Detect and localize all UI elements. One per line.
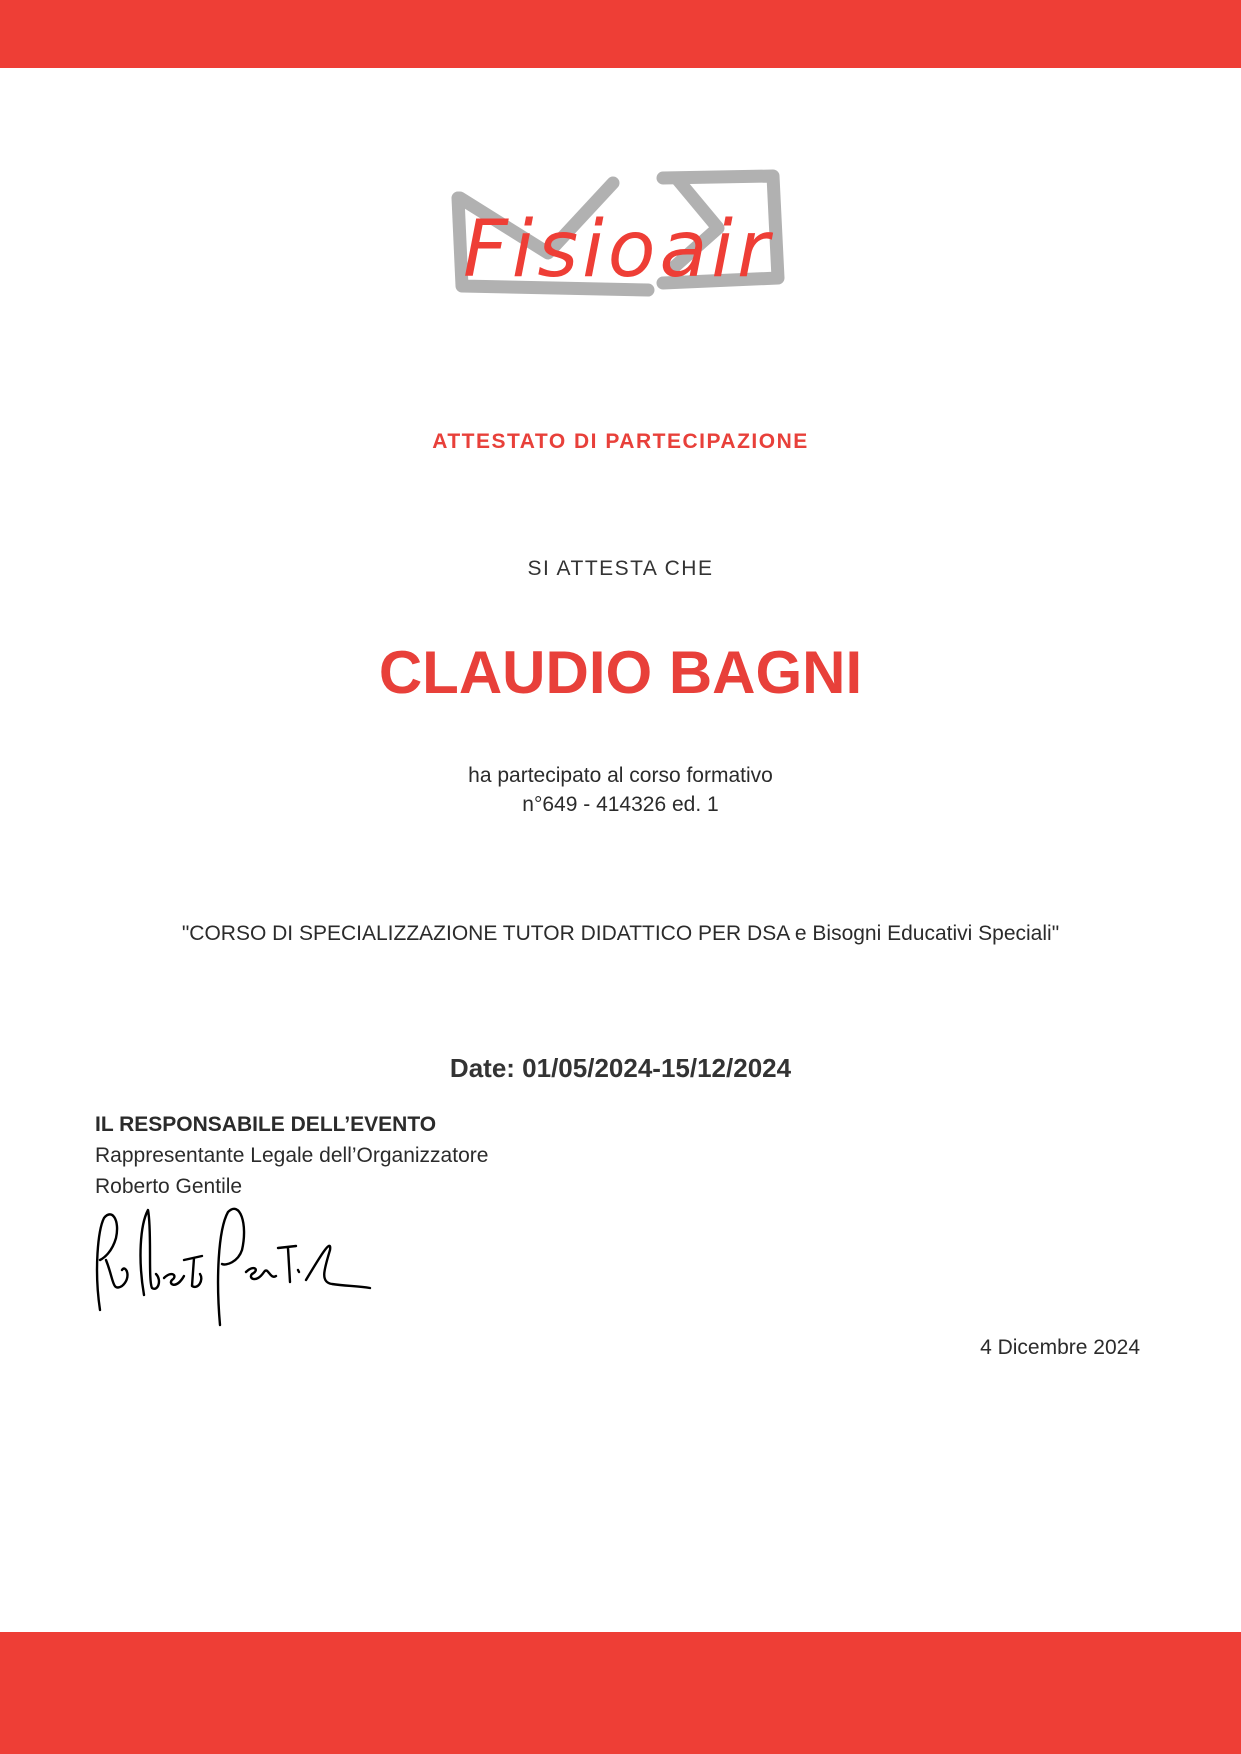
course-dates: Date: 01/05/2024-15/12/2024 — [449, 1053, 792, 1083]
certificate-title: ATTESTATO DI PARTECIPAZIONE — [432, 430, 809, 453]
top-red-band — [0, 0, 1241, 68]
handwritten-signature — [92, 1200, 372, 1330]
logo-text: Fisioair — [462, 205, 774, 295]
intro-text: SI ATTESTA CHE — [527, 557, 714, 580]
signatory-heading: IL RESPONSABILE DELL’EVENTO — [95, 1113, 437, 1136]
course-number: n°649 - 414326 ed. 1 — [522, 793, 719, 816]
signatory-name: Roberto Gentile — [95, 1175, 243, 1198]
issue-date: 4 Dicembre 2024 — [980, 1336, 1140, 1359]
signatory-role: Rappresentante Legale dell’Organizzatore — [95, 1144, 489, 1167]
bottom-red-band — [0, 1632, 1241, 1754]
participation-line: ha partecipato al corso formativo — [468, 764, 773, 787]
participant-name: CLAUDIO BAGNI — [378, 639, 863, 706]
course-title: "CORSO DI SPECIALIZZAZIONE TUTOR DIDATTICO PER DSA e Bisogni Educativi Speciali" — [181, 922, 1060, 945]
fisioair-logo — [448, 158, 788, 308]
